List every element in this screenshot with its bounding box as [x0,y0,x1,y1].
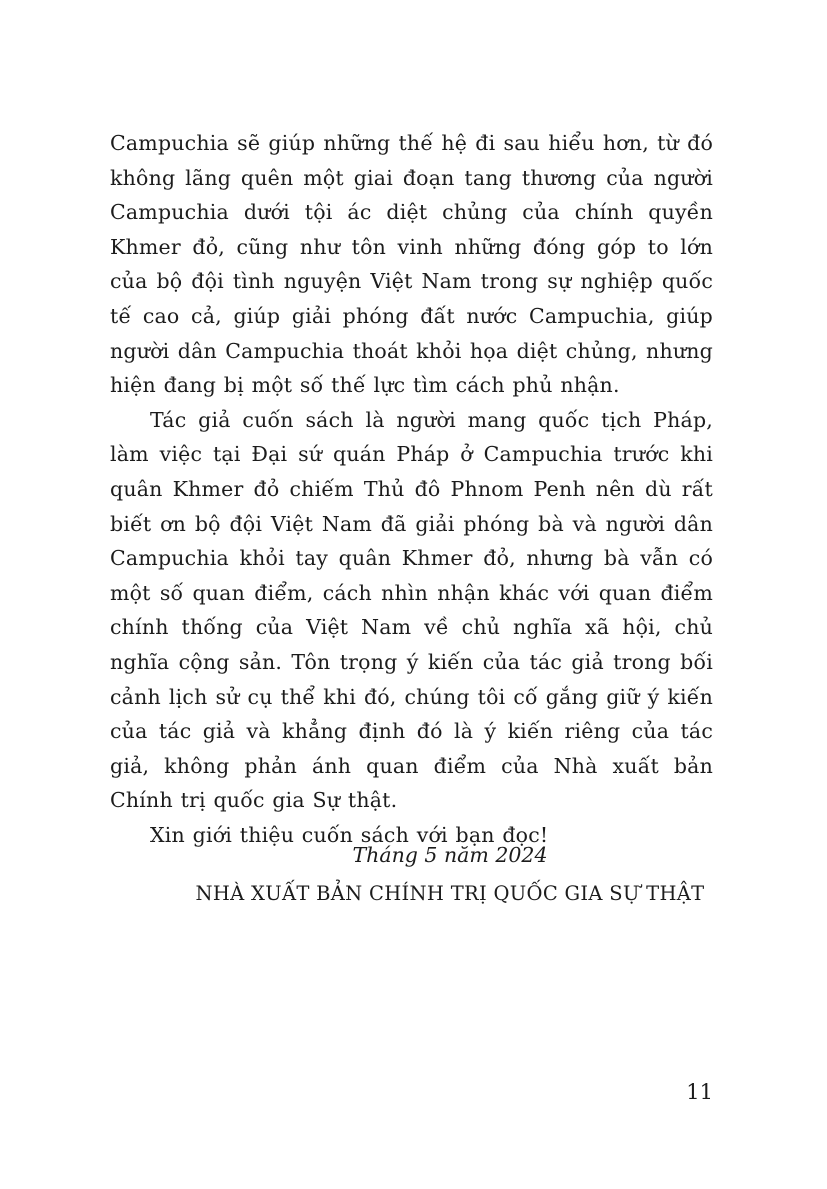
body-text-block [110,126,713,852]
page-number: 11 [686,1080,713,1104]
closing-block [110,838,790,911]
paragraph-author-note: Tác giả cuốn sách là người mang quốc tịch Pháp, làm việc tại Đại sứ quán Pháp ở Campuchia trước khi quân Khmer đỏ chiếm Thủ đô Phnom Penh nên dù rất biết ơn bộ đội Việt Nam đã giải phóng bà và người dân Campuchia khỏi tay quân Khmer đỏ, nhưng bà vẫn có một số quan điểm, cách nhìn nhận khác với quan điểm chính thống của Việt Nam về chủ nghĩa xã hội, chủ nghĩa cộng sản. Tôn trọng ý kiến của tác giả trong bối cảnh lịch sử cụ thể khi đó, chúng tôi cố gắng giữ ý kiến của tác giả và khẳng định đó là ý kiến riêng của tác giả, không phản ánh quan điểm của Nhà xuất bản Chính trị quốc gia Sự thật. [110,407,713,813]
publisher-name: NHÀ XUẤT BẢN CHÍNH TRỊ QUỐC GIA SỰ THẬT [195,881,705,905]
paragraph-introduction: Xin giới thiệu cuốn sách với bạn đọc! [150,822,549,847]
paragraph-continuation: Campuchia sẽ giúp những thế hệ đi sau hiểu hơn, từ đó không lãng quên một giai đoạn tang thương của người Campuchia dưới tội ác diệt chủng của chính quyền Khmer đỏ, cũng như tôn vinh những đóng góp to lớn của bộ đội tình nguyện Việt Nam trong sự nghiệp quốc tế cao cả, giúp giải phóng đất nước Campuchia, giúp người dân Campuchia thoát khỏi họa diệt chủng, nhưng hiện đang bị một số thế lực tìm cách phủ nhận. [110,131,713,398]
publication-date: Tháng 5 năm 2024 [352,843,548,867]
